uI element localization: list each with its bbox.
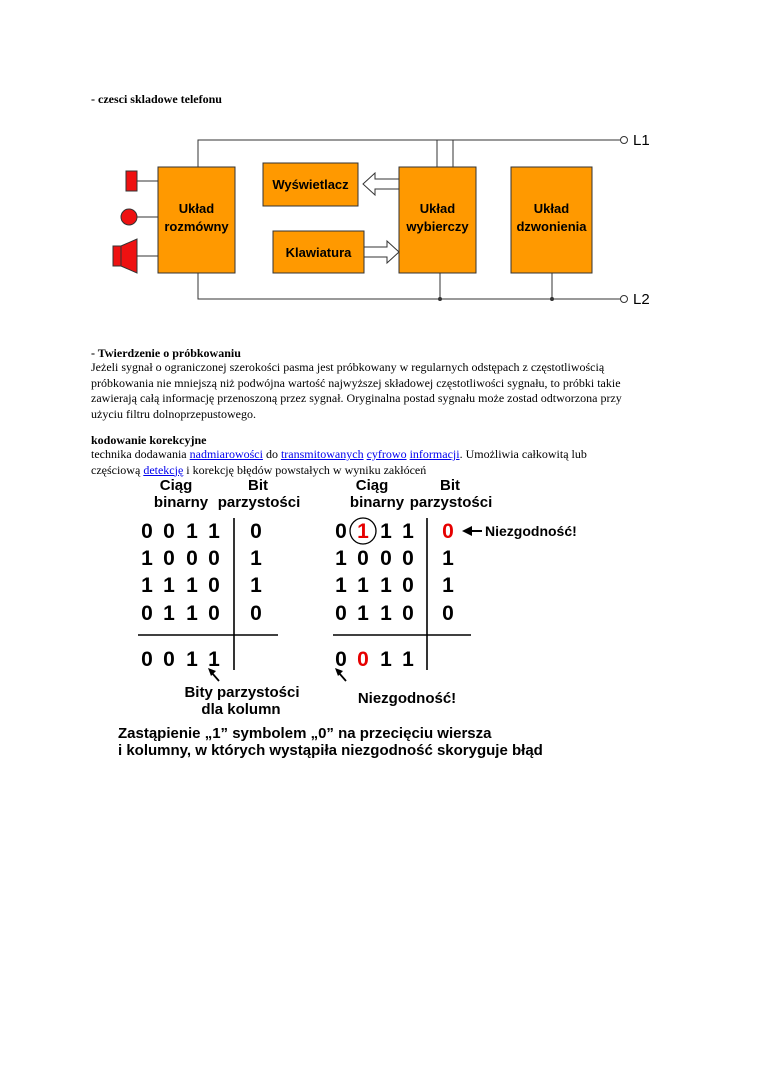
bit-cell: 1 bbox=[357, 602, 369, 625]
bit-cell: 1 bbox=[357, 574, 369, 597]
bit-cell: 1 bbox=[186, 602, 198, 625]
parity-bit-cell: 1 bbox=[250, 547, 262, 570]
link-transmitted[interactable]: transmitowanych bbox=[280, 447, 364, 461]
bit-cell: 1 bbox=[208, 520, 220, 543]
block-keyboard-label: Klawiatura bbox=[285, 245, 352, 260]
bit-cell: 1 bbox=[163, 602, 175, 625]
block-display-label: Wyświetlacz bbox=[272, 177, 349, 192]
right-note: Niezgodność! bbox=[357, 690, 457, 707]
text-run: do bbox=[262, 447, 281, 461]
parity-bit-cell: 0 bbox=[250, 520, 262, 543]
column-parity-bit: 1 bbox=[380, 648, 392, 671]
column-parity-bit: 0 bbox=[335, 648, 347, 671]
column-parity-bit: 0 bbox=[141, 648, 153, 671]
block-ringer-label-2: dzwonienia bbox=[516, 219, 587, 234]
block-selector-label-1: Układ bbox=[419, 201, 456, 216]
column-parity-bit: 0 bbox=[357, 648, 369, 671]
left-note-1: Bity parzystości bbox=[184, 684, 300, 701]
bit-cell: 1 bbox=[335, 547, 347, 570]
link-detection[interactable]: detekcję bbox=[143, 462, 184, 477]
header-bit-left-2: parzystości bbox=[217, 494, 301, 511]
bit-cell: 0 bbox=[186, 547, 198, 570]
bit-cell: 1 bbox=[380, 602, 392, 625]
bit-cell: 1 bbox=[402, 520, 414, 543]
header-bit-right-1: Bit bbox=[440, 477, 460, 494]
bit-cell: 1 bbox=[141, 574, 153, 597]
bit-cell: 1 bbox=[357, 520, 369, 543]
line-label-l1: L1 bbox=[633, 132, 650, 149]
bit-cell: 0 bbox=[163, 547, 175, 570]
bit-cell: 1 bbox=[380, 520, 392, 543]
text-run: i korekcję błędów powstałych w wyniku zakłóceń bbox=[183, 462, 427, 477]
link-information[interactable]: informacji bbox=[409, 447, 460, 461]
section-heading-telephone: - czesci skladowe telefonu bbox=[91, 92, 222, 106]
bit-cell: 0 bbox=[380, 547, 392, 570]
text-run: . Umożliwia całkowitą lub bbox=[459, 447, 587, 461]
section-heading-sampling: - Twierdzenie o próbkowaniu bbox=[91, 346, 241, 360]
bit-cell: 1 bbox=[335, 574, 347, 597]
parity-bit-cell: 1 bbox=[250, 574, 262, 597]
link-digitally[interactable]: cyfrowo bbox=[366, 447, 407, 461]
parity-bit-cell: 0 bbox=[250, 602, 262, 625]
bit-cell: 0 bbox=[402, 547, 414, 570]
paragraph-line: Jeżeli sygnał o ograniczonej szerokości pasma jest próbkowany w regularnych odstępach z częstotliwością bbox=[91, 360, 605, 374]
header-seq-left-2: binarny bbox=[153, 494, 209, 511]
line-label-l2: L2 bbox=[633, 291, 650, 308]
section-heading-error-coding: kodowanie korekcyjne bbox=[91, 433, 207, 447]
column-parity-bit: 1 bbox=[186, 648, 198, 671]
column-parity-bit: 1 bbox=[402, 648, 414, 671]
text-run: częściową bbox=[91, 462, 144, 477]
text-run: technika dodawania bbox=[91, 447, 190, 461]
block-selector-label-2: wybierczy bbox=[406, 219, 469, 234]
bit-cell: 1 bbox=[186, 520, 198, 543]
summary-line-2: i kolumny, w których wystąpiła niezgodność skoryguje błąd bbox=[118, 742, 543, 759]
summary-line-1: Zastąpienie „1” symbolem „0” na przecięciu wiersza bbox=[118, 725, 492, 742]
bit-cell: 0 bbox=[402, 574, 414, 597]
header-bit-right-2: parzystości bbox=[409, 494, 493, 511]
bit-cell: 0 bbox=[335, 520, 347, 543]
column-parity-bit: 1 bbox=[208, 648, 220, 671]
paragraph-line: próbkowania nie mniejszą niż podwójna wartość najwyższej składowej częstotliwości sygnału, to próbki takie bbox=[91, 375, 621, 390]
parity-bit-cell: 0 bbox=[442, 520, 454, 543]
bits-grid-left bbox=[141, 520, 262, 671]
paragraph-line: użyciu filtru dolnoprzepustowego. bbox=[91, 406, 256, 421]
parity-bit-cell: 1 bbox=[442, 574, 454, 597]
bit-cell: 0 bbox=[141, 520, 153, 543]
bit-cell: 0 bbox=[335, 602, 347, 625]
bit-cell: 1 bbox=[163, 574, 175, 597]
paragraph-line: zawierają całą informację przenoszoną przez sygnał. Oryginalna postad sygnału może zostad odtworzona przy bbox=[91, 391, 622, 405]
block-ringer-label-1: Układ bbox=[533, 201, 570, 216]
left-note-2: dla kolumn bbox=[201, 701, 281, 718]
parity-bit-cell: 0 bbox=[442, 602, 454, 625]
bit-cell: 1 bbox=[186, 574, 198, 597]
header-seq-right-2: binarny bbox=[349, 494, 405, 511]
bit-cell: 0 bbox=[357, 547, 369, 570]
bit-cell: 1 bbox=[141, 547, 153, 570]
row-mismatch-arrow-icon bbox=[462, 526, 482, 536]
header-seq-right-1: Ciąg bbox=[355, 477, 389, 494]
bits-grid-right bbox=[335, 520, 454, 671]
block-speech-label-2: rozmówny bbox=[164, 219, 229, 234]
bit-cell: 0 bbox=[208, 602, 220, 625]
column-parity-bit: 0 bbox=[163, 648, 175, 671]
link-redundancy[interactable]: nadmiarowości bbox=[189, 447, 263, 461]
header-seq-left-1: Ciąg bbox=[159, 477, 193, 494]
bit-cell: 0 bbox=[141, 602, 153, 625]
block-speech-label-1: Układ bbox=[178, 201, 215, 216]
bit-cell: 0 bbox=[402, 602, 414, 625]
bit-cell: 1 bbox=[380, 574, 392, 597]
parity-bit-cell: 1 bbox=[442, 547, 454, 570]
bit-cell: 0 bbox=[208, 547, 220, 570]
bit-cell: 0 bbox=[163, 520, 175, 543]
row-mismatch-label: Niezgodność! bbox=[485, 523, 577, 539]
header-bit-left-1: Bit bbox=[248, 477, 268, 494]
bit-cell: 0 bbox=[208, 574, 220, 597]
